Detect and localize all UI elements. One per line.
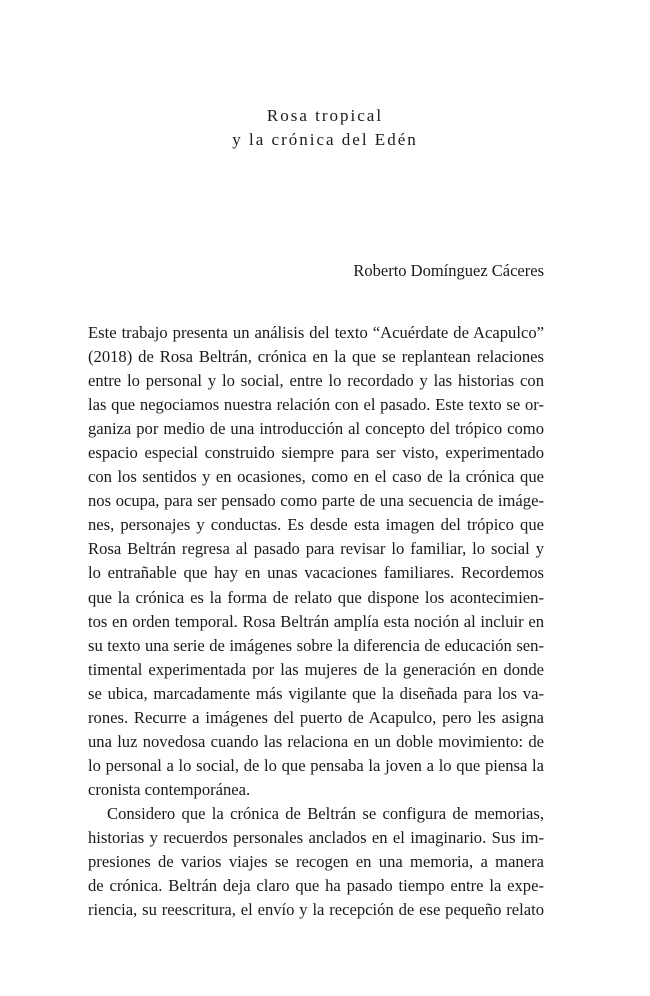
author-name: Roberto Domínguez Cáceres <box>353 261 544 280</box>
paragraph-2 <box>88 802 544 922</box>
text-line: historias y recuerdos personales anclados en el imaginario. Sus im- <box>88 827 544 847</box>
paragraph-1 <box>88 321 544 802</box>
chapter-title-line-2: y la crónica del Edén <box>232 130 418 149</box>
text-line: de crónica. Beltrán deja claro que ha pasado tiempo entre la expe- <box>88 876 544 896</box>
text-line: Rosa Beltrán regresa al pasado para revisar lo familiar, lo social y <box>88 539 544 559</box>
text-line: ganiza por medio de una introducción al concepto del trópico como <box>88 419 544 439</box>
text-line: cronista contemporánea. <box>88 779 251 799</box>
text-line: rones. Recurre a imágenes del puerto de Acapulco, pero les asigna <box>88 707 544 727</box>
text-line: lo entrañable que hay en unas vacaciones familiares. Recordemos <box>88 563 544 583</box>
text-line: su texto una serie de imágenes sobre la diferencia de educación sen- <box>88 635 544 655</box>
text-line: timental experimentada por las mujeres de la generación en donde <box>88 659 544 679</box>
text-line: presiones de varios viajes se recogen en una memoria, a manera <box>88 852 544 872</box>
text-line: espacio especial construido siempre para ser visto, experimentado <box>88 443 544 463</box>
text-line: se ubica, marcadamente más vigilante que la diseñada para los va- <box>88 683 544 703</box>
text-line: (2018) de Rosa Beltrán, crónica en la que se replantean relaciones <box>88 347 544 367</box>
chapter-title <box>0 104 650 152</box>
text-line: nos ocupa, para ser pensado como parte de una secuencia de imáge- <box>88 491 544 511</box>
text-line: las que negociamos nuestra relación con el pasado. Este texto se or- <box>88 395 544 415</box>
chapter-title-line-1: Rosa tropical <box>266 106 384 125</box>
text-line: tos en orden temporal. Rosa Beltrán amplía esta noción al incluir en <box>88 611 544 631</box>
text-line: una luz novedosa cuando las relaciona en un doble movimiento: de <box>88 731 544 751</box>
text-line: que la crónica es la forma de relato que dispone los acontecimien- <box>88 587 544 607</box>
body-text <box>88 321 544 922</box>
text-line: Considero que la crónica de Beltrán se configura de memorias, <box>107 803 544 823</box>
text-line: entre lo personal y lo social, entre lo recordado y las historias con <box>88 371 544 391</box>
text-line: nes, personajes y conductas. Es desde esta imagen del trópico que <box>88 515 544 535</box>
text-line: Este trabajo presenta un análisis del texto “Acuérdate de Acapulco” <box>88 323 544 342</box>
text-line: con los sentidos y en ocasiones, como en el caso de la crónica que <box>88 467 544 487</box>
text-line: riencia, su reescritura, el envío y la recepción de ese pequeño relato <box>88 900 544 920</box>
text-line: lo personal a lo social, de lo que pensaba la joven a lo que piensa la <box>88 755 544 775</box>
